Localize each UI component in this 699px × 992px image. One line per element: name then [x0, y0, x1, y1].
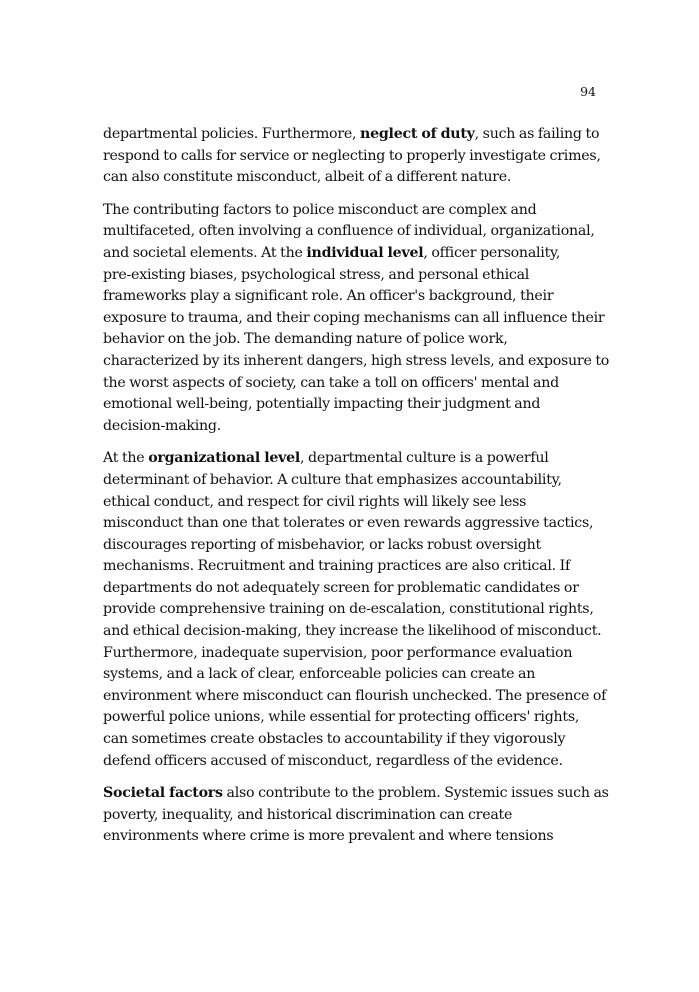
bold-term: neglect of duty	[360, 126, 475, 142]
text-segment: powerful police unions, while essential for protecting officers' rights,	[103, 709, 580, 726]
text-segment: can sometimes create obstacles to accountability if they vigorously	[103, 731, 566, 748]
text-line	[103, 643, 599, 665]
text-segment: discourages reporting of misbehavior, or lacks robust oversight	[103, 536, 541, 553]
text-line	[103, 826, 599, 848]
text-line	[103, 221, 599, 243]
text-line	[103, 265, 599, 287]
paragraph	[103, 783, 609, 848]
text-segment: At the	[103, 450, 149, 467]
paragraph	[103, 124, 599, 189]
text-line	[103, 448, 599, 470]
text-segment: Furthermore, inadequate supervision, poor performance evaluation	[103, 644, 573, 661]
text-segment: , such as failing to	[474, 126, 600, 142]
text-segment: respond to calls for service or neglecting to properly investigate crimes,	[103, 147, 601, 164]
text-segment: provide comprehensive training on de-escalation, constitutional rights,	[103, 601, 594, 618]
text-line	[103, 416, 599, 438]
text-line	[103, 492, 599, 514]
text-segment: , departmental culture is a powerful	[300, 450, 549, 467]
text-line	[103, 124, 599, 146]
bold-term: organizational level	[148, 450, 301, 467]
text-line	[103, 751, 599, 773]
text-segment: , officer personality,	[423, 244, 561, 261]
text-segment: environments where crime is more prevalent and where tensions	[103, 828, 554, 845]
text-segment: departments do not adequately screen for problematic candidates or	[103, 579, 579, 596]
text-segment: environment where misconduct can flourish unchecked. The presence of	[103, 687, 607, 704]
text-segment: determinant of behavior. A culture that emphasizes accountability,	[103, 471, 562, 488]
text-segment: mechanisms. Recruitment and training practices are also critical. If	[103, 558, 570, 575]
text-line	[103, 664, 599, 686]
text-line	[103, 805, 599, 827]
text-line	[103, 167, 599, 189]
text-segment: misconduct than one that tolerates or even rewards aggressive tactics,	[103, 515, 594, 532]
text-line	[103, 535, 599, 557]
text-segment: systems, and a lack of clear, enforceable policies can create an	[103, 666, 536, 683]
text-segment: the worst aspects of society, can take a toll on officers' mental and	[103, 374, 559, 391]
text-line	[103, 578, 599, 600]
text-segment: also contribute to the problem. Systemic issues such as	[222, 785, 609, 802]
text-segment: defend officers accused of misconduct, regardless of the evidence.	[103, 752, 563, 769]
text-line	[103, 729, 599, 751]
paragraph	[103, 200, 610, 438]
text-line	[103, 513, 599, 535]
text-line	[103, 394, 599, 416]
text-line	[103, 308, 605, 330]
text-line	[103, 556, 599, 578]
text-line	[103, 686, 607, 708]
text-segment: characterized by its inherent dangers, high stress levels, and exposure to	[103, 352, 610, 369]
text-line	[103, 783, 609, 805]
text-line	[103, 470, 599, 492]
text-segment: The contributing factors to police misconduct are complex and	[103, 201, 537, 218]
text-line	[103, 146, 599, 168]
text-line	[103, 200, 599, 222]
text-line	[103, 243, 599, 265]
text-line	[103, 621, 602, 643]
text-segment: frameworks play a significant role. An officer's background, their	[103, 288, 554, 305]
text-segment: poverty, inequality, and historical discrimination can create	[103, 806, 513, 823]
text-segment: behavior on the job. The demanding nature of police work,	[103, 331, 508, 348]
text-segment: ethical conduct, and respect for civil rights will likely see less	[103, 493, 527, 510]
text-line	[103, 329, 599, 351]
text-segment: can also constitute misconduct, albeit of a different nature.	[103, 169, 512, 186]
paragraph	[103, 448, 607, 772]
text-line	[103, 599, 599, 621]
text-segment: multifaceted, often involving a confluence of individual, organizational,	[103, 223, 595, 240]
text-line	[103, 286, 599, 308]
text-segment: exposure to trauma, and their coping mechanisms can all influence their	[103, 309, 605, 326]
text-segment: pre-existing biases, psychological stress, and personal ethical	[103, 266, 530, 283]
text-segment: and societal elements. At the	[103, 244, 307, 261]
text-line	[103, 707, 599, 729]
text-segment: departmental policies. Furthermore,	[103, 126, 361, 142]
text-segment: decision-making.	[103, 417, 222, 434]
page-number: 94	[580, 84, 596, 99]
text-line	[103, 351, 610, 373]
bold-term: individual level	[306, 244, 424, 261]
bold-term: Societal factors	[103, 785, 223, 802]
text-line	[103, 373, 599, 395]
document-body	[103, 124, 610, 859]
text-segment: and ethical decision-making, they increase the likelihood of misconduct.	[103, 623, 602, 640]
text-segment: emotional well-being, potentially impacting their judgment and	[103, 396, 541, 413]
